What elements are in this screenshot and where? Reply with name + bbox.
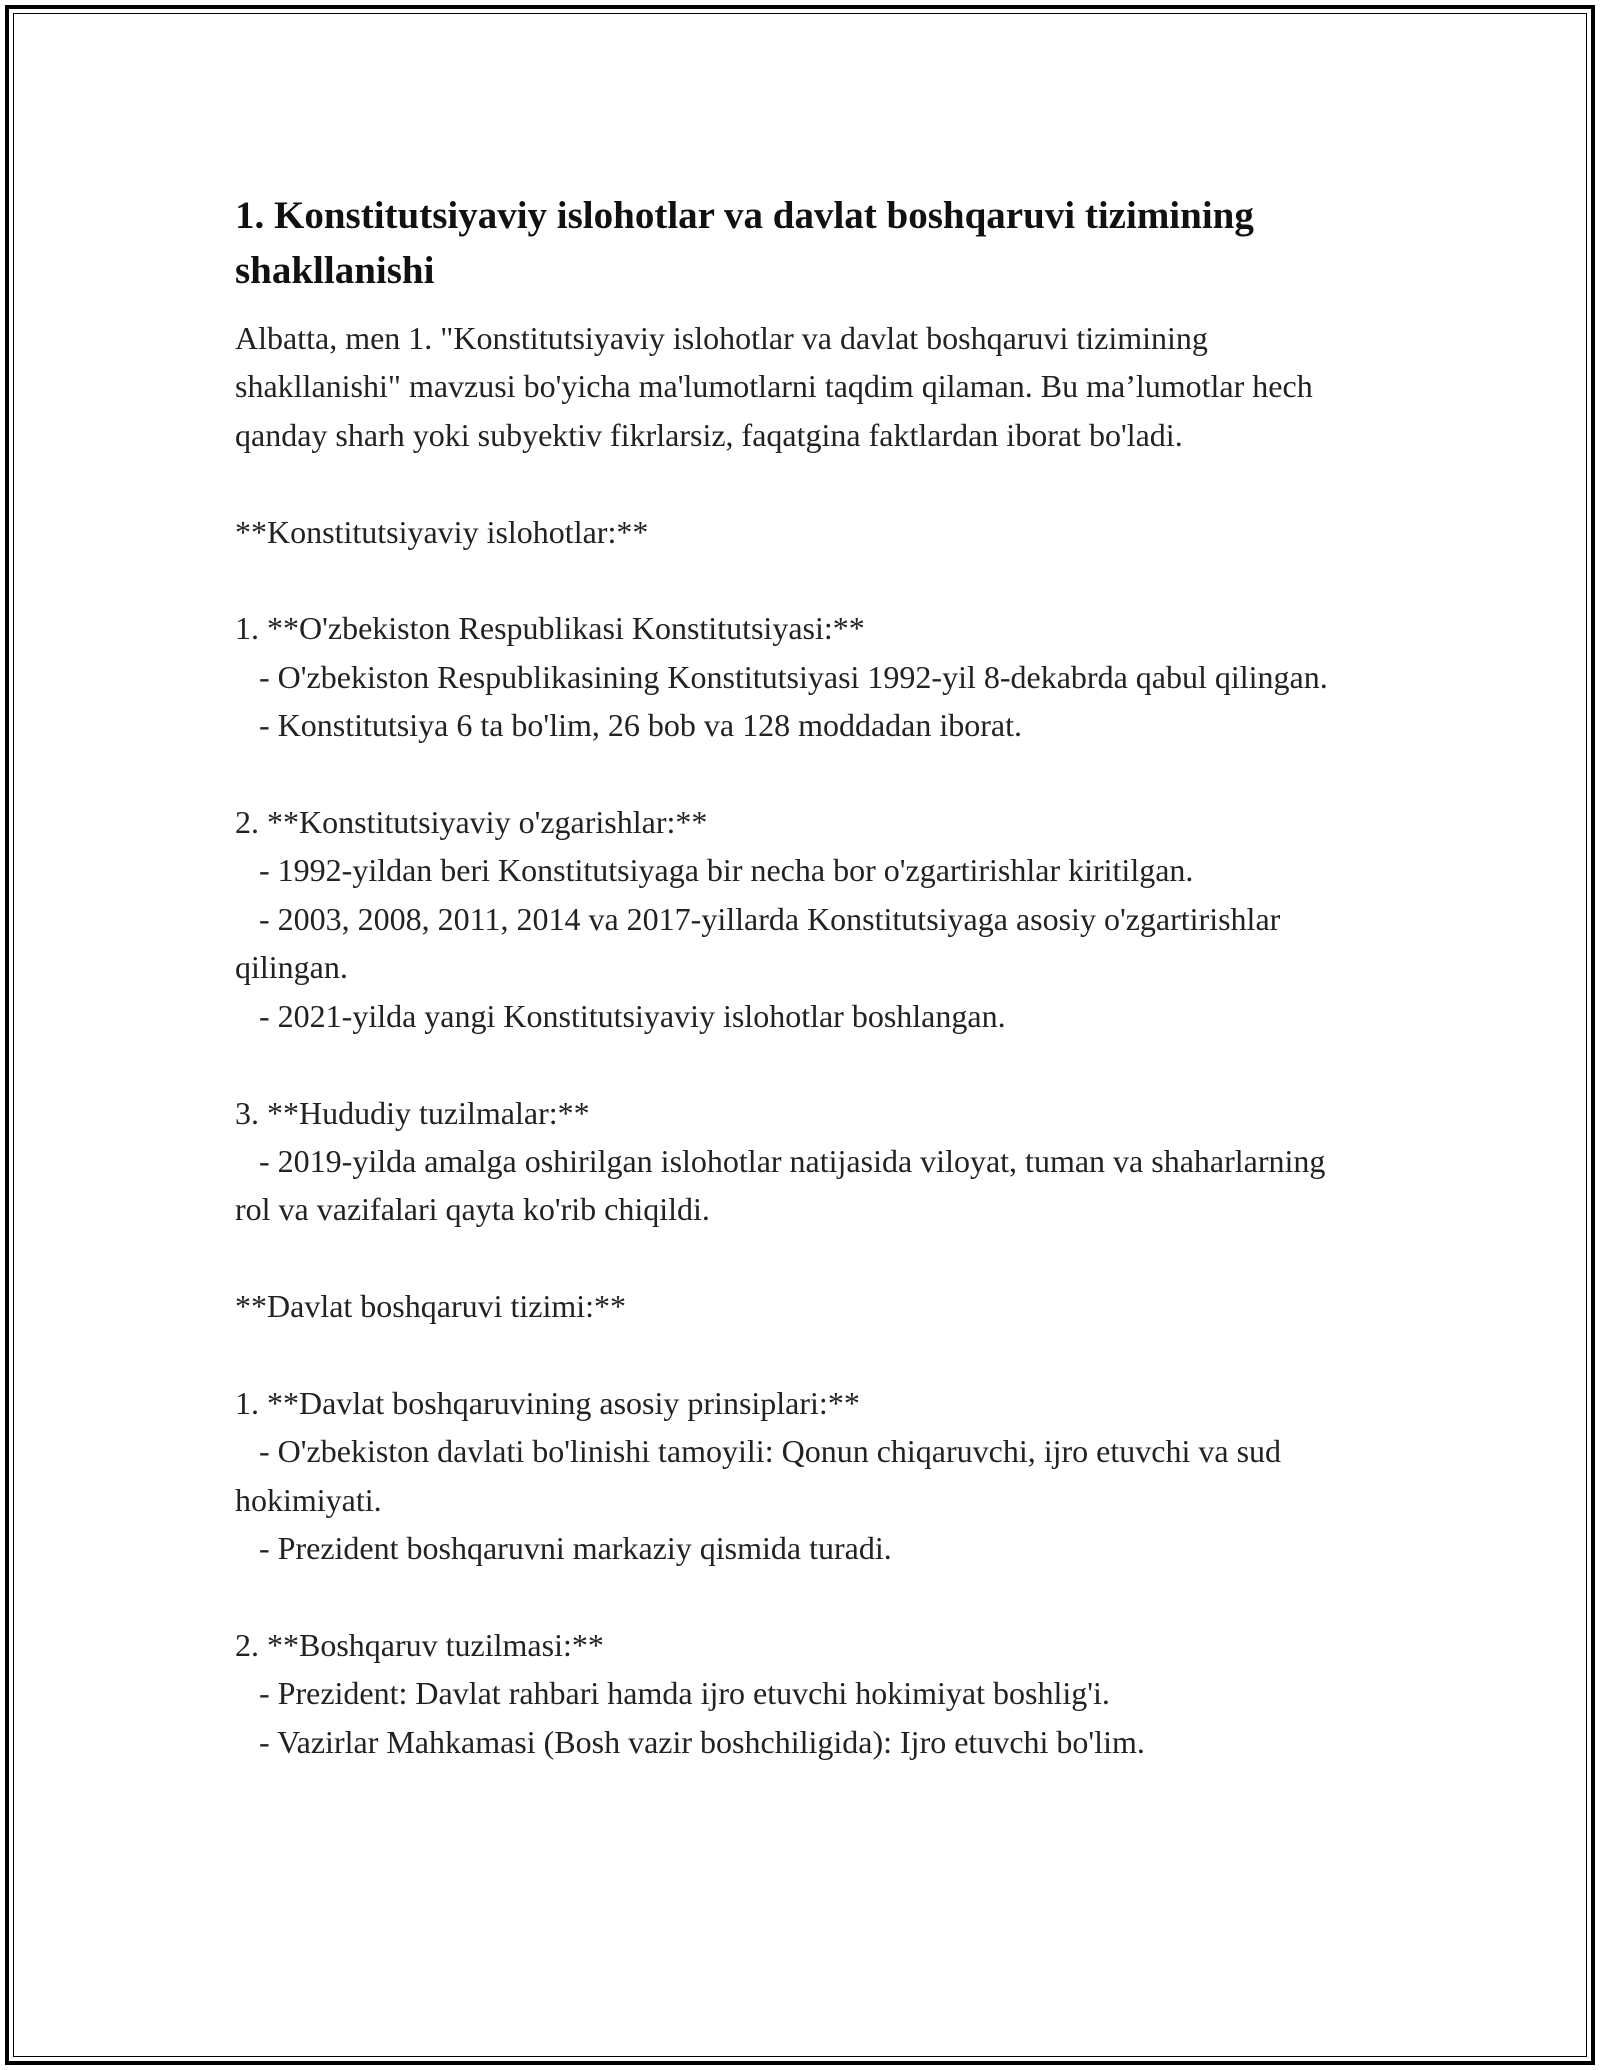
document-title: 1. Konstitutsiyaviy islohotlar va davlat boshqaruvi tizimining shakllanishi bbox=[235, 194, 1254, 292]
document-content bbox=[235, 188, 1365, 1766]
document-body: Albatta, men 1. "Konstitutsiyaviy islohotlar va davlat boshqaruvi tizimining shakllanishi" mavzusi bo'yicha ma'lumotlarni taqdim qilaman. Bu ma’lumotlar hech qanday sharh yoki subyektiv fikrlarsiz, faqatgina faktlardan iborat bo'ladi. **Konstitutsiyaviy islohotlar:** 1. **O'zbekiston Respublikasi Konstitutsiyasi:** - O'zbekiston Respublikasining Konstitutsiyasi 1992-yil 8-dekabrda qabul qilingan. - Konstitutsiya 6 ta bo'lim, 26 bob va 128 moddadan iborat. 2. **Konstitutsiyaviy o'zgarishlar:** - 1992-yildan beri Konstitutsiyaga bir necha bor o'zgartirishlar kiritilgan. - 2003, 2008, 2011, 2014 va 2017-yillarda Konstitutsiyaga asosiy o'zgartirishlar qilingan. - 2021-yilda yangi Konstitutsiyaviy islohotlar boshlangan. 3. **Hududiy tuzilmalar:** - 2019-yilda amalga oshirilgan islohotlar natijasida viloyat, tuman va shaharlarning rol va vazifalari qayta ko'rib chiqildi. **Davlat boshqaruvi tizimi:** 1. **Davlat boshqaruvining asosiy prinsiplari:** - O'zbekiston davlati bo'linishi tamoyili: Qonun chiqaruvchi, ijro etuvchi va sud hokimiyati. - Prezident boshqaruvni markaziy qismida turadi. 2. **Boshqaruv tuzilmasi:** - Prezident: Davlat rahbari hamda ijro etuvchi hokimiyat boshlig'i. - Vazirlar Mahkamasi (Bosh vazir boshchiligida): Ijro etuvchi bo'lim. bbox=[235, 320, 1328, 1760]
